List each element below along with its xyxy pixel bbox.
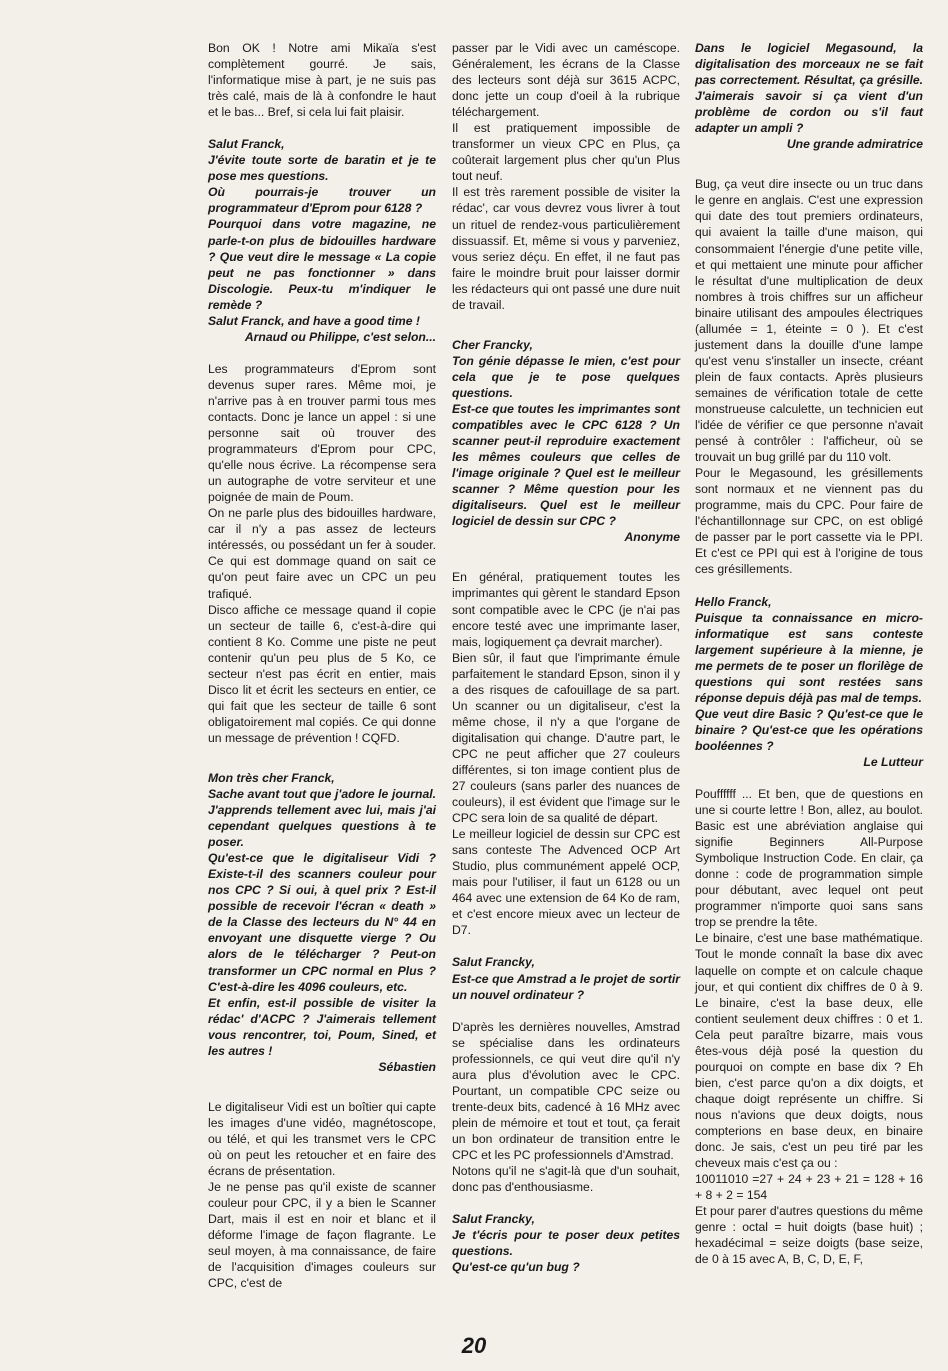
answer-paragraph: Pour le Megasound, les grésillements sont normaux et ne viennent pas du programme, mais du CPC. Pour faire de l'échantillonnage sur CPC, on est obligé de passer par le port cassette via le PPI. Et c'est ce PPI qui est à l'origine de tous ces grésillements. bbox=[695, 466, 923, 577]
spacer bbox=[208, 746, 436, 770]
reader-question: Salut Franck, and have a good time ! bbox=[208, 313, 420, 328]
answer-paragraph: Bon OK ! Notre ami Mikaïa s'est complètement gourré. Je sais, l'informatique mise à part, je ne suis pas très calé, mais de là à confondre le haut et le bas... Bref, si cela lui fait plaisir. bbox=[208, 41, 436, 120]
reader-question: Salut Franck, bbox=[208, 137, 285, 152]
answer-paragraph: Le binaire, c'est une base mathématique. Tout le monde connaît la base dix avec laquelle on compte et on calcule chaque jour, et qui contient dix chiffres de 0 à 9. Le binaire, c'est la base deux, elle contient seulement deux chiffres : 0 et 1. Cela peut paraître bizarre, mais vous êtes-vous déjà posé la question du pourquoi on compte en base dix ? Eh bien, c'est parce qu'on a dix doigts, et chaque doigt représente un chiffre. Si nous n'avions que deux doigts, nous compterions en base deux, en binaire donc. Je sais, c'est un peu tiré par les cheveux mais c'est ça ou : bbox=[695, 931, 923, 1171]
reader-signature: Arnaud ou Philippe, c'est selon... bbox=[244, 329, 436, 344]
reader-question: Salut Francky, bbox=[452, 1212, 535, 1227]
spacer bbox=[452, 1195, 680, 1211]
answer-paragraph: Les programmateurs d'Eprom sont devenus super rares. Même moi, je n'arrive pas à en trouver parmi tous mes contacts. Donc je lance un appel : si une personne sait où trouver des programmateurs d'Eprom pour CPC, qu'elle nous écrive. La récompense sera un autographe de votre serviteur et une poignée de main de Poum. bbox=[208, 361, 436, 505]
answer-paragraph: Bug, ça veut dire insecte ou un truc dans le genre en anglais. C'est une expression qui date des tout premiers ordinateurs, qui avaient la taille d'une maison, qui consommaient l'énergie d'une petite ville, et qui mettaient une minute pour afficher le résultat d'une multiplication de deux nombres à trois chiffres sur un afficheur binaire utilisant des ampoules électriques (allumée = 1, éteinte = 0 ). Et c'est justement dans la douille d'une lampe qu'est venu s'installer un insecte, créant plein de faux contacts. Après plusieurs semaines de vérification totale de cette monstrueuse calculette, un technicien eut l'idée de vérifier ce que personne n'avait pensé à contrôler : l'afficheur, où se trouvait un bug grillé par du 110 volt. bbox=[695, 177, 923, 465]
answer-paragraph: Le digitaliseur Vidi est un boîtier qui capte les images d'une vidéo, magnétoscope, ou télé, et qui les transmet vers le CPC où on peut les retoucher et en faire des écrans de présentation. bbox=[208, 1099, 436, 1179]
spacer bbox=[695, 770, 923, 786]
reader-question: Ton génie dépasse le mien, c'est pour cela que je te pose quelques questions. bbox=[452, 353, 680, 400]
answer-paragraph: Et pour parer d'autres questions du même genre : octal = huit doigts (base huit) ; hexadécimal = seize doigts (base seize, de 0 à 15 avec A, B, C, D, E, F, bbox=[695, 1204, 923, 1267]
answer-paragraph: Le meilleur logiciel de dessin sur CPC est sans conteste The Advenced OCP Art Studio, plus communément appelé OCP, mais pour l'utiliser, il faut un 6128 ou un 464 avec une extension de 64 Ko de ram, et c'est encore mieux avec un lecteur de D7. bbox=[452, 827, 680, 938]
reader-question: Que veut dire Basic ? Qu'est-ce que le binaire ? Qu'est-ce que les opérations booléennes ? bbox=[695, 706, 923, 753]
spacer bbox=[452, 545, 680, 569]
reader-question: Sache avant tout que j'adore le journal. J'apprends tellement avec lui, mais j'ai cependant quelques questions à te poser. bbox=[208, 787, 436, 850]
answer-paragraph: Disco affiche ce message quand il copie un secteur de taille 6, c'est-à-dire qui contient 8 Ko. Comme une piste ne peut contenir qu'un peu plus de 5 Ko, ce secteur n'est pas écrit en entier, mais Disco lit et écrit les secteurs en entier, ce qui fait que les secteur de taille 6 sont obligatoirement mal copiés. Ce qui donne un message de prévention ! CQFD. bbox=[208, 602, 436, 745]
spacer bbox=[452, 313, 680, 337]
reader-question: Salut Francky, bbox=[452, 955, 535, 970]
reader-signature: Une grande admiratrice bbox=[786, 137, 923, 152]
reader-signature: Le Lutteur bbox=[863, 754, 923, 769]
answer-paragraph: Notons qu'il ne s'agit-là que d'un souhait, donc pas d'enthousiasme. bbox=[452, 1164, 680, 1195]
reader-question: Cher Francky, bbox=[452, 337, 533, 352]
answer-paragraph: D'après les dernières nouvelles, Amstrad se spécialise dans les ordinateurs professionnels, ce qui veut dire qu'il n'y aura plus d'évolution avec le CPC. Pourtant, un compatible CPC seize ou trente-deux bits, cadencé à 16 MHz avec plein de mémoire et tout et tout, ça ferait un bon ordinateur de transition entre le CPC et les PC professionnels d'Amstrad. bbox=[452, 1019, 680, 1162]
reader-question: Est-ce que Amstrad a le projet de sortir un nouvel ordinateur ? bbox=[452, 971, 680, 1002]
reader-question: Qu'est-ce que le digitaliseur Vidi ? Existe-t-il des scanners couleur pour nos CPC ? Si oui, à quel prix ? Est-il possible de recevoir l'écran « death » de la Classe des lecteurs du N° 44 en envoyant une disquette vierge ? Ou alors de le télécharger ? Peut-on transformer un CPC normal en Plus ? C'est-à-dire les 4096 couleurs, etc. bbox=[208, 851, 436, 994]
reader-question: Je t'écris pour te poser deux petites questions. bbox=[452, 1228, 680, 1259]
column-right bbox=[695, 40, 923, 1267]
reader-question: Puisque ta connaissance en micro-informatique est sans conteste largement supérieure à la mienne, je me permets de te poser un florilège de questions qui sont restées sans réponse depuis déjà pas mal de temps. bbox=[695, 610, 923, 705]
spacer bbox=[208, 345, 436, 361]
answer-paragraph: 10011010 =27 + 24 + 23 + 21 = 128 + 16 + 8 + 2 = 154 bbox=[695, 1172, 923, 1203]
answer-paragraph: Bien sûr, il faut que l'imprimante émule parfaitement le standard Epson, sinon il y a des risques de cafouillage de sa part. Un scanner ou un digitaliseur, c'est la même chose, il n'y a que l'organe de digitalisation qui change. D'autre part, le CPC ne peut afficher que 27 couleurs différentes, si ton image contient plus de 27 couleurs (sans parler des nuances de couleurs), il est évident que l'image sur le CPC sera loin de sa qualité de départ. bbox=[452, 650, 680, 826]
reader-question: J'évite toute sorte de baratin et je te pose mes questions. bbox=[208, 153, 436, 184]
column-left bbox=[208, 40, 436, 1291]
reader-signature: Sébastien bbox=[378, 1059, 436, 1074]
reader-question: Pourquoi dans votre magazine, ne parle-t-on plus de bidouilles hardware ? Que veut dire le message « La copie peut ne pas fonctionner » dans Discologie. Peux-tu m'indiquer le remède ? bbox=[208, 217, 436, 312]
page-number: 20 bbox=[461, 1333, 487, 1358]
answer-paragraph: On ne parle plus des bidouilles hardware, car il n'y a pas assez de lecteurs intéressés, ou possédant un fer à souder. Ce qui est dommage quand on sait ce qu'on peut faire avec un CPC un peu trafiqué. bbox=[208, 506, 436, 601]
reader-question: Qu'est-ce qu'un bug ? bbox=[452, 1260, 580, 1275]
answer-paragraph: Il est très rarement possible de visiter la rédac', car vous devrez vous livrer à tout un rituel de rendez-vous particulièrement dissuassif. Et, même si vous y parveniez, vous seriez déçu. En effet, il ne faut pas faire le moindre bruit pour laisser dormir les rédacteurs qui ont passé une dure nuit de travail. bbox=[452, 185, 680, 312]
answer-paragraph: Il est pratiquement impossible de transformer un vieux CPC en Plus, ça coûterait largement plus cher qu'un Plus tout neuf. bbox=[452, 121, 680, 184]
reader-question: Mon très cher Franck, bbox=[208, 770, 335, 785]
answer-paragraph: Je ne pense pas qu'il existe de scanner couleur pour CPC, il y a bien le Scanner Dart, mais il est en noir et blanc et il déforme l'image de façon flagrante. Le seul moyen, à ma connaissance, de faire de l'acquisition d'images couleurs sur CPC, c'est de bbox=[208, 1180, 436, 1291]
spacer bbox=[452, 938, 680, 954]
reader-question: Et enfin, est-il possible de visiter la rédac' d'ACPC ? J'aimerais tellement vous rencontrer, toi, Poum, Sined, et les autres ! bbox=[208, 995, 436, 1058]
spacer bbox=[452, 1003, 680, 1019]
spacer bbox=[208, 1075, 436, 1099]
reader-question: Hello Franck, bbox=[695, 594, 772, 609]
spacer bbox=[695, 578, 923, 594]
column-middle bbox=[452, 40, 680, 1275]
answer-paragraph: passer par le Vidi avec un caméscope. Généralement, les écrans de la Classe des lecteurs sont déjà sur 3615 ACPC, donc jette un coup d'oeil à la rubrique téléchargement. bbox=[452, 41, 680, 120]
answer-paragraph: Pouffffff ... Et ben, que de questions en une si courte lettre ! Bon, allez, au boulot. Basic est une abréviation anglaise qui signifie Beginners All-Purpose Symbolique Instruction Code. En clair, ça donne : code de programmation simple pour débutant, avec lequel ont peut programmer n'importe quoi sans sans trop se prendre la tête. bbox=[695, 787, 923, 930]
reader-question: Dans le logiciel Megasound, la digitalisation des morceaux ne se fait pas correctement. Résultat, ça grésille. J'aimerais savoir si ça vient d'un problème de cordon ou s'il faut adapter un ampli ? bbox=[695, 41, 923, 136]
answer-paragraph: En général, pratiquement toutes les imprimantes qui gèrent le standard Epson sont compatible avec le CPC (je n'ai pas encore testé avec une imprimante laser, mais, logiquement ça devrait marcher). bbox=[452, 570, 680, 649]
reader-question: Est-ce que toutes les imprimantes sont compatibles avec le CPC 6128 ? Un scanner peut-il reproduire exactement les mêmes couleurs que celles de l'image originale ? Quel est le meilleur scanner ? Même question pour les digitaliseurs. Quel est le meilleur logiciel de dessin sur CPC ? bbox=[452, 401, 680, 529]
spacer bbox=[208, 120, 436, 136]
reader-question: Où pourrais-je trouver un programmateur d'Eprom pour 6128 ? bbox=[208, 185, 436, 216]
spacer bbox=[695, 152, 923, 176]
reader-signature: Anonyme bbox=[624, 530, 680, 545]
